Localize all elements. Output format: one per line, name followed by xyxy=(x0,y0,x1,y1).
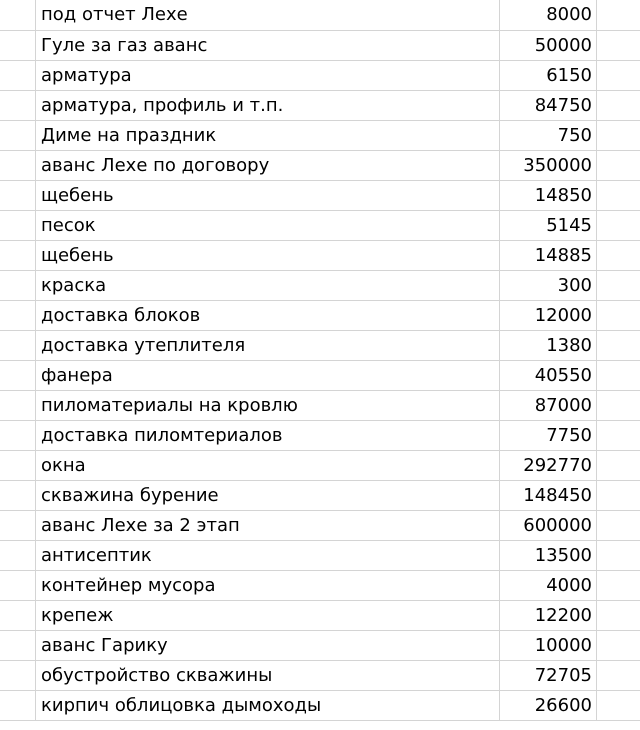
name-cell[interactable]: окна xyxy=(35,451,500,480)
amount-cell[interactable]: 8000 xyxy=(500,0,597,30)
name-cell[interactable]: доставка блоков xyxy=(35,301,500,330)
empty-cell[interactable] xyxy=(597,481,640,510)
amount-cell[interactable]: 12200 xyxy=(500,601,597,630)
empty-cell[interactable] xyxy=(597,121,640,150)
empty-cell[interactable] xyxy=(597,661,640,690)
name-cell[interactable]: скважина бурение xyxy=(35,481,500,510)
table-row xyxy=(0,31,640,61)
amount-cell[interactable]: 292770 xyxy=(500,451,597,480)
table-row xyxy=(0,271,640,301)
empty-cell[interactable] xyxy=(597,541,640,570)
name-cell[interactable]: обустройство скважины xyxy=(35,661,500,690)
table-row xyxy=(0,601,640,631)
name-cell[interactable]: доставка пиломтериалов xyxy=(35,421,500,450)
empty-cell[interactable] xyxy=(597,451,640,480)
amount-cell[interactable]: 40550 xyxy=(500,361,597,390)
amount-cell[interactable]: 12000 xyxy=(500,301,597,330)
empty-cell[interactable] xyxy=(597,0,640,30)
table-row xyxy=(0,391,640,421)
table-row xyxy=(0,211,640,241)
table-row xyxy=(0,481,640,511)
table-row xyxy=(0,571,640,601)
empty-cell[interactable] xyxy=(597,511,640,540)
amount-cell[interactable]: 72705 xyxy=(500,661,597,690)
name-cell[interactable]: доставка утеплителя xyxy=(35,331,500,360)
table-row xyxy=(0,301,640,331)
empty-cell[interactable] xyxy=(597,331,640,360)
amount-cell[interactable]: 5145 xyxy=(500,211,597,240)
table-row xyxy=(0,61,640,91)
amount-cell[interactable]: 7750 xyxy=(500,421,597,450)
table-row xyxy=(0,151,640,181)
amount-cell[interactable]: 14850 xyxy=(500,181,597,210)
amount-cell[interactable]: 1380 xyxy=(500,331,597,360)
table-row xyxy=(0,631,640,661)
amount-cell[interactable]: 10000 xyxy=(500,631,597,660)
name-cell[interactable]: фанера xyxy=(35,361,500,390)
table-row xyxy=(0,241,640,271)
name-cell[interactable]: арматура xyxy=(35,61,500,90)
table-row xyxy=(0,91,640,121)
empty-cell[interactable] xyxy=(597,301,640,330)
amount-cell[interactable]: 26600 xyxy=(500,691,597,720)
name-cell[interactable]: песок xyxy=(35,211,500,240)
empty-cell[interactable] xyxy=(597,391,640,420)
amount-cell[interactable]: 13500 xyxy=(500,541,597,570)
empty-cell[interactable] xyxy=(597,211,640,240)
table-row xyxy=(0,541,640,571)
empty-cell[interactable] xyxy=(597,601,640,630)
name-cell[interactable]: арматура, профиль и т.п. xyxy=(35,91,500,120)
empty-cell[interactable] xyxy=(597,691,640,720)
empty-cell[interactable] xyxy=(597,421,640,450)
empty-cell[interactable] xyxy=(597,631,640,660)
empty-cell[interactable] xyxy=(597,361,640,390)
amount-cell[interactable]: 84750 xyxy=(500,91,597,120)
amount-cell[interactable]: 4000 xyxy=(500,571,597,600)
amount-cell[interactable]: 87000 xyxy=(500,391,597,420)
table-row xyxy=(0,421,640,451)
name-cell[interactable]: щебень xyxy=(35,241,500,270)
empty-cell[interactable] xyxy=(597,271,640,300)
name-cell[interactable]: под отчет Лехе xyxy=(35,0,500,30)
name-cell[interactable]: антисептик xyxy=(35,541,500,570)
name-cell[interactable]: контейнер мусора xyxy=(35,571,500,600)
amount-cell[interactable]: 750 xyxy=(500,121,597,150)
name-cell[interactable]: кирпич облицовка дымоходы xyxy=(35,691,500,720)
table-row xyxy=(0,331,640,361)
name-cell[interactable]: пиломатериалы на кровлю xyxy=(35,391,500,420)
empty-cell[interactable] xyxy=(597,571,640,600)
amount-cell[interactable]: 14885 xyxy=(500,241,597,270)
amount-cell[interactable]: 148450 xyxy=(500,481,597,510)
table-row xyxy=(0,0,640,31)
amount-cell[interactable]: 6150 xyxy=(500,61,597,90)
table-row xyxy=(0,181,640,211)
table-row xyxy=(0,451,640,481)
amount-cell[interactable]: 350000 xyxy=(500,151,597,180)
name-cell[interactable]: аванс Лехе за 2 этап xyxy=(35,511,500,540)
empty-cell[interactable] xyxy=(597,61,640,90)
name-cell[interactable]: аванс Лехе по договору xyxy=(35,151,500,180)
empty-cell[interactable] xyxy=(597,91,640,120)
amount-cell[interactable]: 50000 xyxy=(500,31,597,60)
table-row xyxy=(0,661,640,691)
table-row xyxy=(0,121,640,151)
empty-cell[interactable] xyxy=(597,181,640,210)
empty-cell[interactable] xyxy=(597,241,640,270)
name-cell[interactable]: щебень xyxy=(35,181,500,210)
table-row xyxy=(0,511,640,541)
name-cell[interactable]: Диме на праздник xyxy=(35,121,500,150)
name-cell[interactable]: краска xyxy=(35,271,500,300)
empty-cell[interactable] xyxy=(597,31,640,60)
amount-cell[interactable]: 600000 xyxy=(500,511,597,540)
amount-cell[interactable]: 300 xyxy=(500,271,597,300)
table-row xyxy=(0,691,640,721)
empty-cell[interactable] xyxy=(597,151,640,180)
name-cell[interactable]: аванс Гарику xyxy=(35,631,500,660)
table-row xyxy=(0,361,640,391)
name-cell[interactable]: Гуле за газ аванс xyxy=(35,31,500,60)
name-cell[interactable]: крепеж xyxy=(35,601,500,630)
